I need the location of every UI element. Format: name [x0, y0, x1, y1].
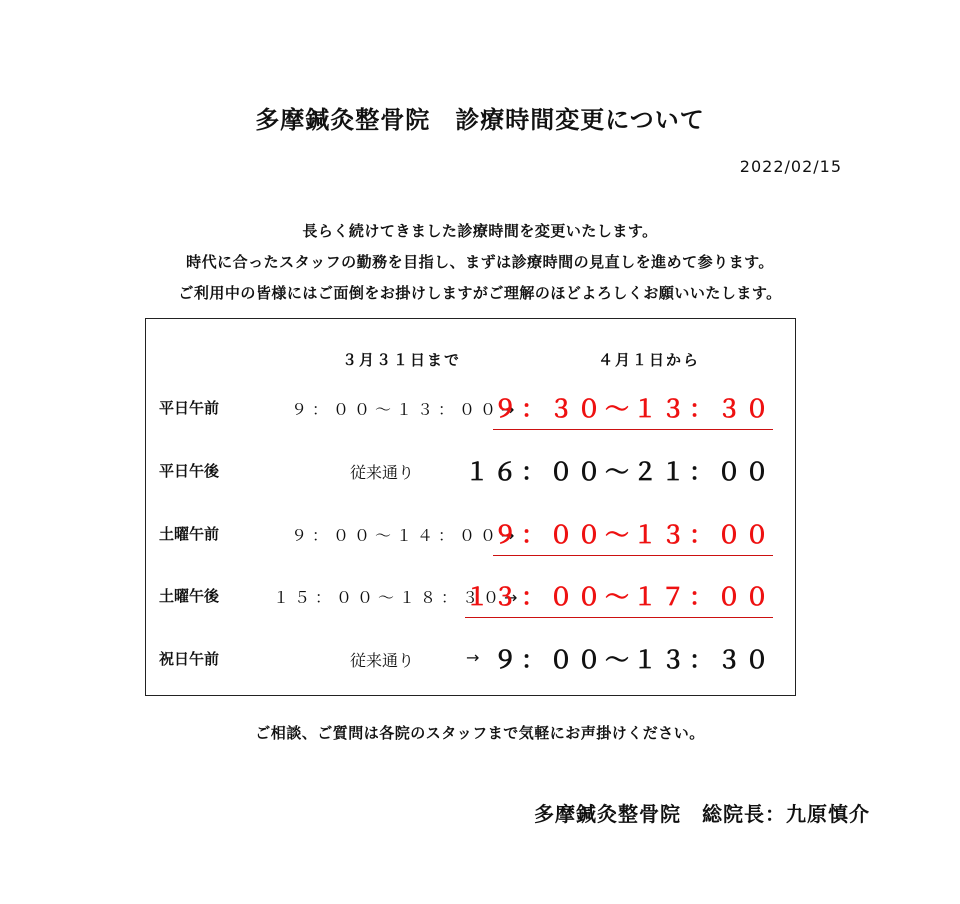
row-label: 土曜午前 [159, 525, 220, 543]
row-label: 平日午後 [159, 462, 220, 480]
new-hours: ９：００～１３：３０ [493, 646, 773, 674]
old-hours: １５：００～１８：３０→ [273, 588, 523, 607]
header-before: ３月３１日まで [342, 351, 462, 369]
row-label: 祝日午前 [159, 650, 220, 668]
notice-date: 2022/02/15 [739, 157, 842, 176]
schedule-table [145, 318, 796, 696]
new-hours: ９：００～１３：００ [493, 515, 773, 556]
right-arrow-icon: → [466, 648, 480, 667]
row-label: 土曜午後 [159, 587, 220, 605]
new-hours: ９：３０～１３：３０ [493, 389, 773, 430]
schedule-row-holiday-am [146, 640, 795, 680]
schedule-row-weekday-am [146, 389, 795, 429]
signature: 多摩鍼灸整骨院 総院長：九原慎介 [534, 802, 870, 826]
schedule-row-saturday-am [146, 515, 795, 555]
old-hours: 従来通り [349, 651, 414, 670]
intro-line: ご利用中の皆様にはご面倒をお掛けしますがご理解のほどよろしくお願いいたします。 [178, 284, 782, 302]
new-hours: １６：００～２１：００ [465, 458, 773, 486]
header-after: ４月１日から [598, 351, 701, 369]
schedule-row-weekday-pm [146, 452, 795, 492]
row-label: 平日午前 [159, 399, 220, 417]
page-title: 多摩鍼灸整骨院 診療時間変更について [255, 106, 705, 134]
intro-line: 時代に合ったスタッフの勤務を目指し、まずは診療時間の見直しを進めて参ります。 [186, 253, 774, 271]
new-hours: １３：００～１７：００ [465, 577, 773, 618]
old-hours: 従来通り [349, 463, 414, 482]
contact-note: ご相談、ご質問は各院のスタッフまで気軽にお声掛けください。 [255, 724, 705, 742]
intro-paragraph [0, 216, 960, 309]
old-hours: ９：００～１４：００→ [291, 526, 520, 545]
schedule-row-saturday-pm [146, 577, 795, 617]
old-hours: ９：００～１３：００→ [291, 400, 520, 419]
intro-line: 長らく続けてきました診療時間を変更いたします。 [302, 222, 658, 240]
